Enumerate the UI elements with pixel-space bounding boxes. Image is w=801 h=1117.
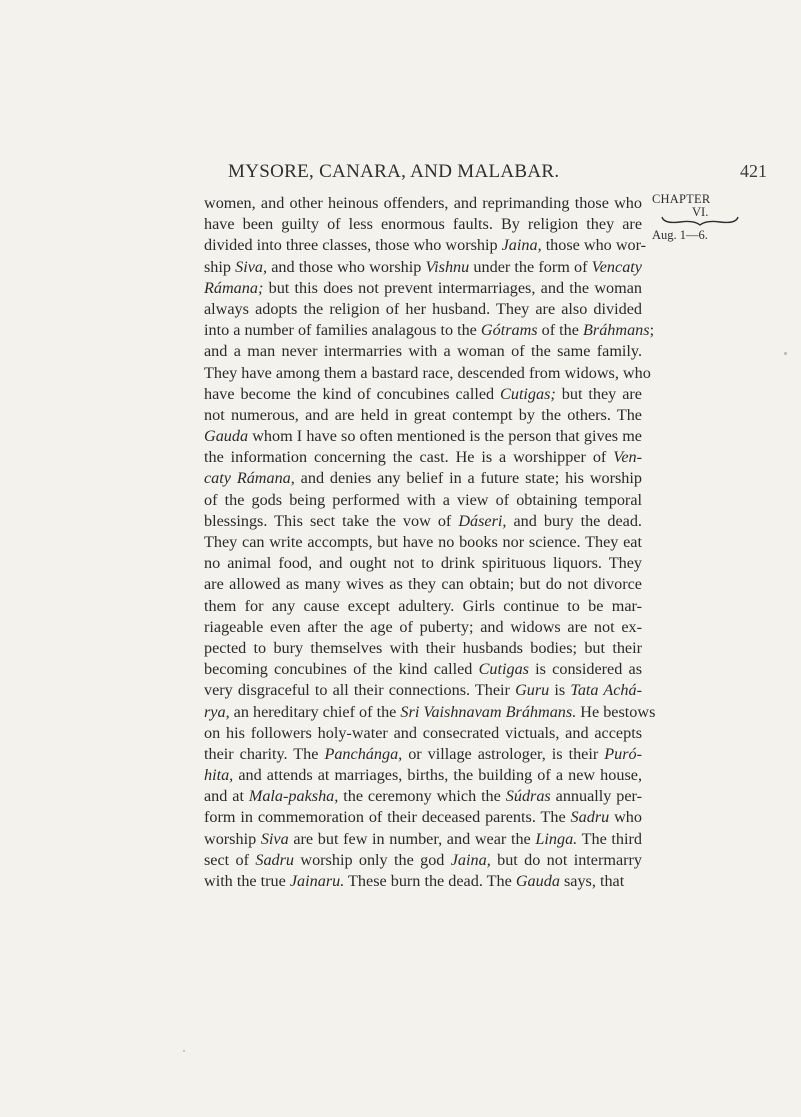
text-line <box>204 363 651 384</box>
text-segment: of the <box>537 321 583 340</box>
italic-term: caty Rámana, <box>204 469 295 488</box>
text-line <box>204 384 642 405</box>
text-segment: ship <box>204 257 236 276</box>
italic-term: Gauda <box>204 427 249 446</box>
text-segment: into a number of families analagous to the <box>204 321 481 340</box>
text-line <box>204 299 642 320</box>
text-segment: becoming concubines of the kind called <box>204 660 479 679</box>
text-segment: worship <box>204 829 261 848</box>
text-segment: whom I have so often mentioned is the person that gives me <box>248 427 642 446</box>
text-segment: is considered as <box>528 660 642 679</box>
italic-term: Tata Achá- <box>570 681 642 700</box>
italic-term: Jainaru. <box>289 872 345 890</box>
text-line <box>204 786 642 807</box>
italic-term: Mala-paksha, <box>248 787 339 806</box>
text-segment: of the gods being performed with a view of obtaining temporal <box>204 490 642 509</box>
text-line <box>204 723 642 744</box>
text-line <box>204 596 642 617</box>
text-line <box>204 405 642 426</box>
text-segment: These burn the dead. The <box>344 872 516 890</box>
italic-term: Sadru <box>255 850 295 869</box>
italic-term: Ven- <box>613 448 642 467</box>
text-line <box>204 659 642 680</box>
text-segment: blessings. This sect take the vow of <box>204 511 459 530</box>
text-segment: on his followers holy-water and consecrated victuals, and accepts <box>204 723 642 742</box>
text-line <box>204 638 642 659</box>
text-segment: have become the kind of concubines called <box>204 384 501 403</box>
text-segment: riageable even after the age of puberty; and widows are not ex- <box>204 617 642 636</box>
text-segment: ; <box>649 321 655 340</box>
text-line <box>204 278 642 299</box>
italic-term: Vencaty <box>591 257 642 276</box>
text-line <box>204 680 642 701</box>
text-segment: worship only the god <box>294 850 451 869</box>
text-segment: them for any cause except adultery. Girls continue to be mar- <box>204 596 642 615</box>
italic-term: Gauda <box>515 872 560 890</box>
text-segment: always adopts the religion of her husband. They are also divided <box>204 299 642 318</box>
text-segment: and denies any belief in a future state; his worship <box>294 469 642 488</box>
running-title: MYSORE, CANARA, AND MALABAR. <box>228 161 560 182</box>
text-segment: the information concerning the cast. He is a worshipper of <box>204 448 614 467</box>
text-line <box>204 829 642 850</box>
text-segment: have been guilty of less enormous faults. By religion they are <box>204 215 642 234</box>
text-segment: annually per- <box>550 787 643 806</box>
text-line <box>204 807 642 828</box>
text-segment: and a man never intermarries with a woman of the same family. <box>204 342 642 361</box>
text-segment: the ceremony which the <box>338 787 506 806</box>
margin-chapter-number: VI. <box>692 205 709 219</box>
text-segment: those who wor- <box>541 236 647 255</box>
text-segment: but this does not prevent intermarriages, and the woman <box>263 278 642 297</box>
italic-term: Guru <box>515 681 550 700</box>
text-segment: with the true <box>204 872 290 890</box>
text-line <box>204 426 642 447</box>
italic-term: Puró- <box>604 744 642 763</box>
text-line <box>204 468 642 489</box>
paper-speck <box>784 352 787 355</box>
text-segment: under the form of <box>469 257 592 276</box>
text-segment: and attends at marriages, births, the building of a new house, <box>233 766 642 785</box>
italic-term: Cutigas <box>478 660 529 679</box>
text-segment: and those who worship <box>267 257 426 276</box>
italic-term: Súdras <box>505 787 551 806</box>
italic-term: Gótrams <box>480 321 538 340</box>
paper-speck <box>183 1050 185 1052</box>
italic-term: Dáseri, <box>458 511 507 530</box>
text-line <box>204 341 642 362</box>
text-line <box>204 702 656 723</box>
italic-term: Siva, <box>235 257 268 276</box>
italic-term: Panchánga, <box>324 744 403 763</box>
italic-term: Sri Vaishnavam Bráhmans. <box>400 702 577 721</box>
text-segment: or village astrologer, is their <box>402 744 605 763</box>
text-segment: are but few in number, and wear the <box>288 829 536 848</box>
text-segment: but do not intermarry <box>490 850 643 869</box>
text-line <box>204 447 642 468</box>
text-line <box>204 320 655 341</box>
italic-term: Bráhmans <box>583 321 650 340</box>
text-line <box>204 553 642 574</box>
text-segment: divided into three classes, those who worship <box>204 236 502 255</box>
text-segment: very disgraceful to all their connections. Their <box>204 681 516 700</box>
text-segment: pected to bury themselves with their husbands bodies; but their <box>204 638 642 657</box>
italic-term: Rámana; <box>204 278 264 297</box>
text-line <box>204 193 642 214</box>
text-segment: who <box>609 808 642 827</box>
text-line <box>204 490 642 511</box>
text-line <box>204 511 642 532</box>
italic-term: Siva <box>260 829 289 848</box>
text-segment: and at <box>204 787 249 806</box>
text-line <box>204 235 647 256</box>
text-segment: He bestows <box>576 702 656 721</box>
text-segment: not numerous, and are held in great contempt by the others. The <box>204 405 642 424</box>
text-line <box>204 765 642 786</box>
page-number: 421 <box>740 161 767 181</box>
italic-term: rya, <box>204 702 230 721</box>
italic-term: hita, <box>204 766 234 785</box>
text-segment: is <box>549 681 571 700</box>
text-line <box>204 214 642 235</box>
italic-term: Jaina, <box>501 236 542 255</box>
text-line <box>204 532 642 553</box>
margin-date-range: Aug. 1—6. <box>652 228 708 242</box>
text-segment: but they are <box>555 384 642 403</box>
text-segment: an hereditary chief of the <box>229 702 401 721</box>
text-line <box>204 744 642 765</box>
margin-note <box>652 192 757 242</box>
text-segment: and bury the dead. <box>506 511 642 530</box>
running-head <box>0 161 801 185</box>
italic-term: Jaina, <box>450 850 491 869</box>
text-segment: sect of <box>204 850 256 869</box>
italic-term: Sadru <box>570 808 610 827</box>
text-segment: says, that <box>559 872 625 890</box>
text-segment: form in commemoration of their deceased parents. The <box>204 808 571 827</box>
text-segment: They can write accompts, but have no books nor science. They eat <box>204 533 642 551</box>
text-segment: They have among them a bastard race, descended from widows, who <box>204 363 651 382</box>
italic-term: Vishnu <box>425 257 470 276</box>
text-line <box>204 574 642 595</box>
text-line <box>204 257 642 278</box>
italic-term: Linga. <box>535 829 578 848</box>
text-segment: The third <box>577 829 642 848</box>
text-line <box>204 871 642 892</box>
text-segment: no animal food, and ought not to drink spirituous liquors. They <box>204 554 642 573</box>
margin-chapter-label: CHAPTER <box>652 192 711 206</box>
text-line <box>204 850 642 871</box>
italic-term: Cutigas; <box>500 384 556 403</box>
text-segment: are allowed as many wives as they can obtain; but do not divorce <box>204 575 642 594</box>
text-segment: their charity. The <box>204 744 325 763</box>
text-line <box>204 617 642 638</box>
text-segment: women, and other heinous offenders, and reprimanding those who <box>204 194 642 212</box>
body-text <box>204 193 656 892</box>
